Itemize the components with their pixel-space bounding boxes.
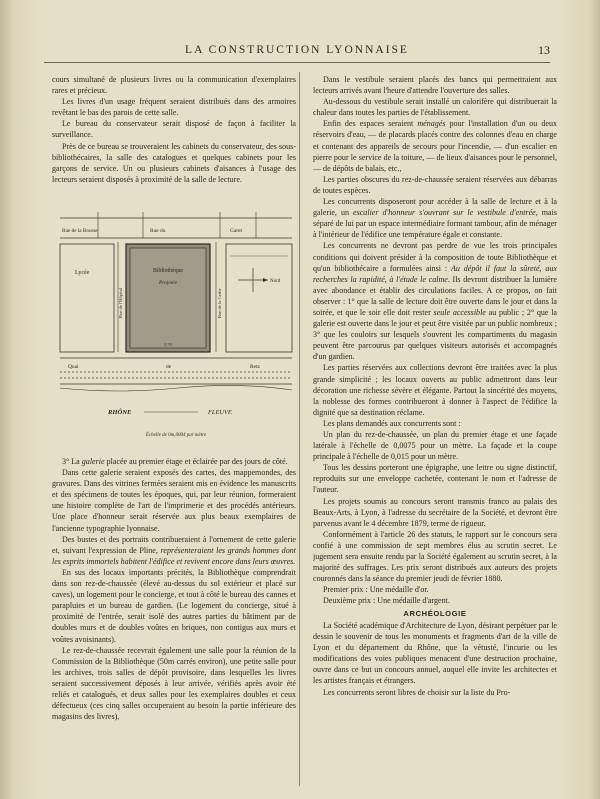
paragraph: Les plans demandés aux concurrents sont : <box>323 418 461 428</box>
quai-label: Quai <box>68 364 79 370</box>
quai-label: Retz <box>250 364 260 370</box>
street-label: Rue du <box>150 228 166 234</box>
paragraph: Près de ce bureau se trouveraient les cabinets du conservateur, des sous-bibliothécaires, la salle des catalogues et quelques cabinets pour les garçons de service. Un ou plusieurs cabinets d'aisances à l'usage des lecteurs seraient disposés à proximité de la salle de lecture. <box>52 141 296 184</box>
north-arrow-icon <box>263 278 268 282</box>
paragraph: En sus des locaux importants précités, la Bibliothèque comprendrait dans son rez-de-chaussée (élevé au-dessus du sol extérieur et placé sur caves), un logement pour le concierge, et tout à côté le bureau des cannes et parapluies et un bureau de gardien. (Le logement du concierge, situé à proximité de l'entrée, serait isolé des autres parties du bâtiment par de doubles murs et de doubles voûtes en briques, non contigus aux murs et voûtes avoisinants). <box>52 567 296 644</box>
paragraph: Les concurrents seront libres de choisir sur la liste du Pro- <box>323 687 511 697</box>
paragraph: Un plan du rez-de-chaussée, un plan du premier étage et une façade latérale à l'échelle de 0,0075 pour un mètre. La façade et la coupe principale à l'échelle de 0,015 pour un mètre. <box>313 430 557 462</box>
paragraph: cours simultané de plusieurs livres ou la communication d'exemplaires rares et précieux. <box>52 75 296 96</box>
paragraph: Les projets soumis au concours seront transmis franco au palais des Beaux-Arts, à Lyon, à l'adresse du secrétaire de la Société, et devront être parvenus avant le 4 décembre 1879, terme de rigueur. <box>313 496 557 528</box>
dimension-label: 0,70 <box>164 342 172 347</box>
street-label: Rue de l'Hôpital <box>118 288 123 318</box>
compass-label: Nord <box>270 279 281 284</box>
paragraph: La Société académique d'Architecture de Lyon, désirant perpétuer par le dessin le souvenir de tous les monuments et fragments d'art de la ville de Lyon et du département du Rhône, que la vétusté, l'incurie ou les modifications des voies publiques menacent d'une destruction prochaine, ouvre dans ce but un concours annuel, auquel elle invite les architectes et les artistes français et étrangers. <box>313 621 557 686</box>
paragraph: Les parties obscures du rez-de-chaussée seraient réservées aux débarras de toutes espèces. <box>313 174 557 195</box>
scale-caption: Échelle de 0m,0004 par mètre <box>145 433 207 438</box>
river-label: FLEUVE <box>208 409 232 416</box>
paragraph: Les concurrents ne devront pas perdre de vue les trois principales conditions qui doivent présider à la composition de toute Bibliothèque et qu'un bibliothécaire a formulées ainsi : Au dépôt il faut la sûreté, aux recherches la rapidité, à l'étude le calme. Ils devront distribuer la lumière avec abondance et établir des circulations faciles. A ce propos, on fait observer : 1° que la salle de lecture doit être ouverte dans le jour et dans la soirée, et que le soir elle doit rester seule accessible au public ; 2° que la galerie est ouverte dans le jour et peut être visitée par un public nombreux ; 3° que les couloirs sur lesquels s'ouvrent les compartiments du magasin peuvent être parcourus par quelques visiteurs autorisés et accompagnés d'un gardien. <box>313 241 557 362</box>
lycee-block <box>60 244 114 352</box>
paragraph: Les parties réservées aux collections devront être traitées avec la plus grande simplicité ; les locaux ouverts au public admettront dans leur décoration une richesse sévère et élégante. Partout la sincérité des moyens, la noblesse des formes contribueront à donner à l'aspect de l'édifice la dignité que sa destination réclame. <box>313 363 557 417</box>
paragraph: Deuxième prix : Une médaille d'argent. <box>323 596 450 606</box>
paragraph: Le bureau du conservateur serait disposé de façon à faciliter la surveillance. <box>52 119 296 140</box>
riverbank-line <box>60 385 292 391</box>
paragraph: Les concurrents disposeront pour accéder à la salle de lecture et à la galerie, un escalier d'honneur s'ouvrant sur le vestibule d'entrée, mais séparé de lui par un espace intermédiaire formant tambour, afin de ménager à l'intérieur de l'édifice une température égale et constante. <box>313 197 557 240</box>
paragraph: Dans le vestibule seraient placés des bancs qui permettraient aux lecteurs arrivés avant l'heure d'attendre l'ouverture des salles. <box>313 75 557 96</box>
quai-label: de <box>166 364 172 370</box>
site-plan-figure <box>58 212 294 456</box>
street-label: Rue de la Bourse <box>62 228 98 234</box>
section-heading: ARCHÉOLOGIE <box>403 608 467 618</box>
paragraph: Les livres d'un usage fréquent seraient distribués dans des armoires revêtant le bas des parois de cette salle. <box>52 97 296 118</box>
right-column <box>313 74 557 790</box>
lycee-label: Lycée <box>75 270 90 276</box>
running-title: LA CONSTRUCTION LYONNAISE <box>185 44 409 56</box>
column-divider <box>299 72 300 786</box>
paragraph: Enfin des espaces seraient ménagés pour l'installation d'un ou deux réservoirs d'eau, — de placards placés contre des colonnes d'eau en charge et contenant des appareils de secours pour l'incendie, — d'un escalier en pierre pour le service de la toiture, — de lieux d'aisances pour le personnel, — de dépôts de balais, etc., <box>313 119 557 173</box>
library-label: Bibliothèque <box>153 268 183 274</box>
paragraph: Premier prix : Une médaille d'or. <box>323 585 429 595</box>
page-header <box>44 42 550 63</box>
library-label: Projetée <box>158 280 178 286</box>
page-number: 13 <box>538 43 550 57</box>
paragraph: 3° La galerie placée au premier étage et éclairée par des jours de côté. <box>62 457 288 466</box>
street-label: Rue de la Gerbe <box>217 288 222 318</box>
paragraph: Le rez-de-chaussée recevrait également une salle pour la réunion de la Commission de la Bibliothèque (50m carrés environ), une petite salle pour les archives, trois salles de dépôt provisoire, dans lesquelles les livres seraient successivement déposés à leur arrivée, vérifiés après avoir été reliés et catalogués, et deux salles pour les exemplaires doubles et ceux défectueux (ces cinq salles occuperaient au besoin la partie inférieure des magasins des livres), <box>52 645 296 722</box>
paragraph: Au-dessous du vestibule serait installé un calorifère qui distribuerait la chaleur dans toutes les parties de l'établissement. <box>313 97 557 118</box>
left-column-top <box>52 74 296 212</box>
street-label: Garet <box>230 228 242 234</box>
paragraph: Conformément à l'article 26 des statuts, le rapport sur le concours sera confié à une commission de sept membres élus au scrutin secret. Le jugement sera ensuite rendu par la Société également au scrutin secret, à la majorité des suffrages. Les prix seront distribués aux auteurs des projets couronnés dans la séance du premier jeudi de février 1880. <box>313 529 557 584</box>
library-building <box>130 248 206 348</box>
paragraph: Dans cette galerie seraient exposés des cartes, des mappemondes, des gravures. Dans des vitrines fermées seraient mis en évidence les manuscrits et des spécimens de toutes les époques, qui, par leur réunion, formeraient une histoire complète de l'art de l'imprimerie et des procédés antérieurs. Une place d'honneur serait réservée aux plus beaux exemplaires de l'ancienne typographie lyonnaise. <box>52 468 296 533</box>
east-block <box>226 244 292 352</box>
left-column-bottom <box>52 456 296 792</box>
river-label: RHÔNE <box>108 409 132 416</box>
paragraph: Des bustes et des portraits contribueraient à l'ornement de cette galerie et, suivant l'expression de Pline, représenteraient les grands hommes dont les esprits immortels habitent l'édifice et revivent encore dans leurs œuvres. <box>52 534 296 566</box>
paragraph: Tous les dessins porteront une épigraphe, une lettre ou signe distinctif, reproduits sur une enveloppe cachetée, contenant le nom et l'adresse de l'auteur. <box>313 463 557 495</box>
